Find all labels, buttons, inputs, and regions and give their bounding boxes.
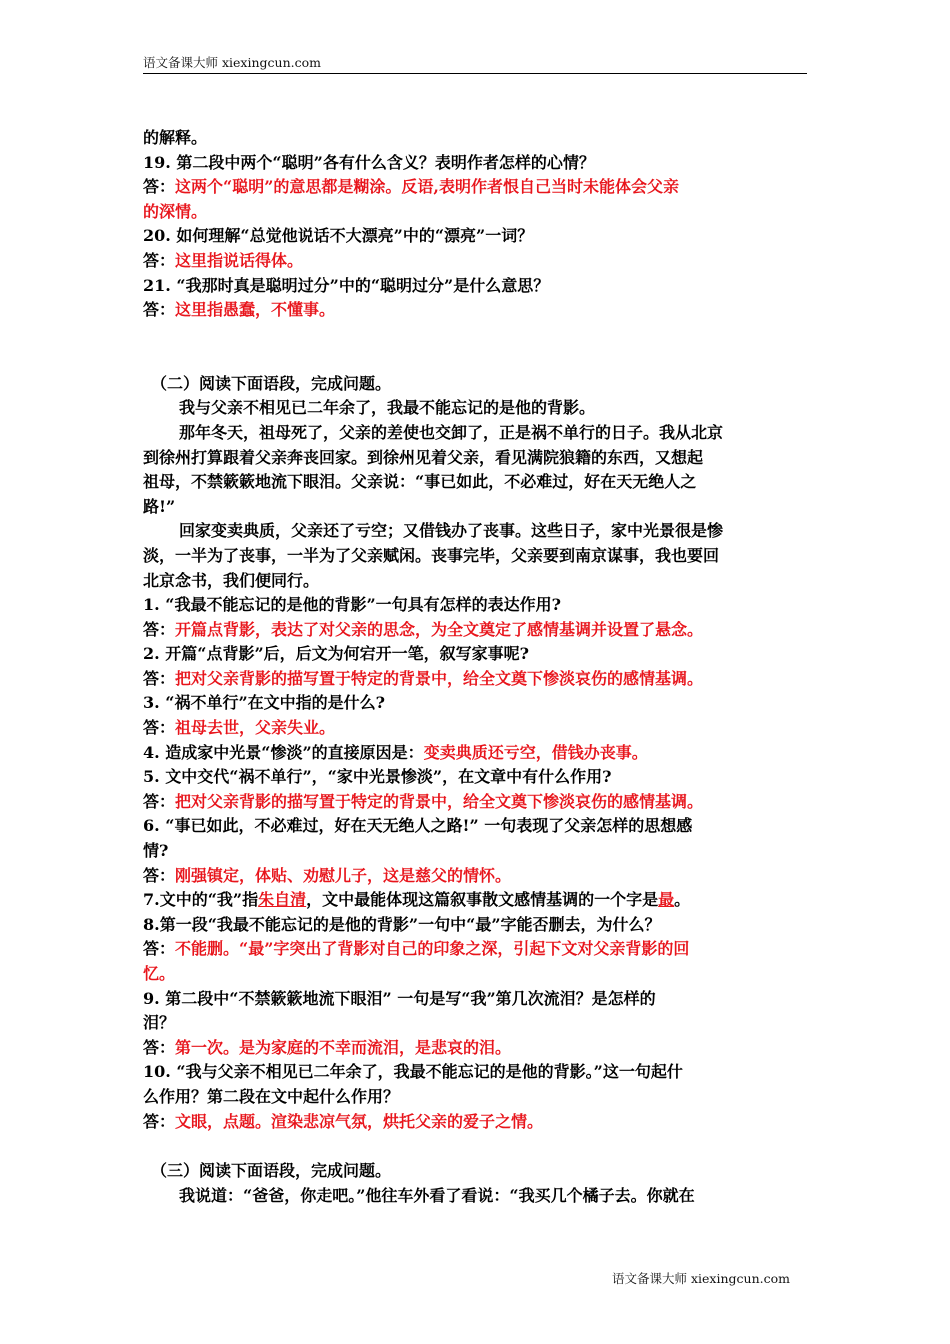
answer-5: 答：把对父亲背影的描写置于特定的背景中，给全文奠下惨淡哀伤的感情基调。 [143,791,704,811]
question-9: 9. 第二段中“不禁簌簌地流下眼泪” 一句是写“我”第几次流泪？是怎样的 [143,988,656,1008]
question-20: 20. 如何理解“总觉他说话不大漂亮”中的“漂亮”一词？ [143,226,534,246]
passage-line: 淡，一半为了丧事，一半为了父亲赋闲。丧事完毕，父亲要到南京谋事，我也要回 [143,545,720,565]
document-body [143,126,807,1208]
spacer [143,323,807,372]
passage-line: 我说道：“爸爸，你走吧。”他往车外看了看说：“我买几个橘子去。你就在 [179,1185,695,1205]
passage-line: 北京念书，我们便同行。 [143,570,320,590]
question-6-cont: 情? [143,841,169,861]
answer-1: 答：开篇点背影，表达了对父亲的思念，为全文奠定了感情基调并设置了悬念。 [143,619,704,639]
question-19: 19. 第二段中两个“聪明”各有什么含义？表明作者怎样的心情？ [143,152,595,172]
answer-21: 答：这里指愚蠢，不懂事。 [143,300,336,320]
question-3: 3. “祸不单行”在文中指的是什么? [143,693,386,713]
question-9-cont: 泪？ [143,1013,176,1033]
passage-line: 回家变卖典质，父亲还了亏空；又借钱办了丧事。这些日子，家中光景很是惨 [179,521,724,541]
question-10: 10. “我与父亲不相见已二年余了，我最不能忘记的是他的背影。”这一句起什 [143,1062,683,1082]
passage-line: 那年冬天，祖母死了，父亲的差使也交卸了，正是祸不单行的日子。我从北京 [179,422,724,442]
question-4: 4. 造成家中光景“惨淡”的直接原因是：变卖典质还亏空，借钱办丧事。 [143,742,648,762]
text-line: 的解释。 [143,128,208,147]
passage-line: 我与父亲不相见已二年余了，我最不能忘记的是他的背影。 [179,398,596,418]
question-2: 2. 开篇“点背影”后，后文为何宕开一笔，叙写家事呢? [143,644,530,664]
section-2-heading: （二）阅读下面语段，完成问题。 [151,373,392,393]
page-header: 语文备课大师 xiexingcun.com [143,55,807,74]
passage-line: 祖母，不禁簌簌地流下眼泪。父亲说：“事已如此，不必难过，好在天无绝人之 [143,472,697,492]
answer-6: 答：刚强镇定，体贴、劝慰儿子，这是慈父的情怀。 [143,865,512,885]
answer-10: 答：文眼，点题。渲染悲凉气氛，烘托父亲的爱子之情。 [143,1111,544,1131]
question-5: 5. 文中交代“祸不单行”，“家中光景惨淡”，在文章中有什么作用? [143,767,612,787]
question-6: 6. “事已如此，不必难过，好在天无绝人之路!” 一句表现了父亲怎样的思想感 [143,816,693,836]
question-10-cont: 么作用？第二段在文中起什么作用？ [143,1086,400,1106]
spacer [143,1134,807,1159]
answer-2: 答：把对父亲背影的描写置于特定的背景中，给全文奠下惨淡哀伤的感情基调。 [143,668,704,688]
answer-8: 答：不能删。“最”字突出了背影对自己的印象之深，引起下文对父亲背影的回 [143,939,690,959]
answer-19-cont: 的深情。 [143,201,208,221]
question-7: 7.文中的“我”指朱自清，文中最能体现这篇叙事散文感情基调的一个字是最。 [143,890,691,910]
question-8: 8.第一段“我最不能忘记的是他的背影”一句中“最”字能否删去，为什么？ [143,914,661,934]
section-3-heading: （三）阅读下面语段，完成问题。 [151,1161,392,1181]
page-footer: 语文备课大师 xiexingcun.com [612,1271,790,1286]
passage-line: 路!” [143,496,176,516]
answer-9: 答：第一次。是为家庭的不幸而流泪，是悲哀的泪。 [143,1037,512,1057]
answer-20: 答：这里指说话得体。 [143,250,304,270]
answer-8-cont: 忆。 [143,964,176,983]
question-21: 21. “我那时真是聪明过分”中的“聪明过分”是什么意思？ [143,275,550,295]
question-1: 1. “我最不能忘记的是他的背影”一句具有怎样的表达作用? [143,595,562,615]
answer-19: 答：这两个“聪明”的意思都是糊涂。反语,表明作者恨自己当时未能体会父亲 [143,177,679,197]
passage-line: 到徐州打算跟着父亲奔丧回家。到徐州见着父亲，看见满院狼籍的东西，又想起 [143,447,704,467]
answer-3: 答：祖母去世，父亲失业。 [143,718,336,738]
